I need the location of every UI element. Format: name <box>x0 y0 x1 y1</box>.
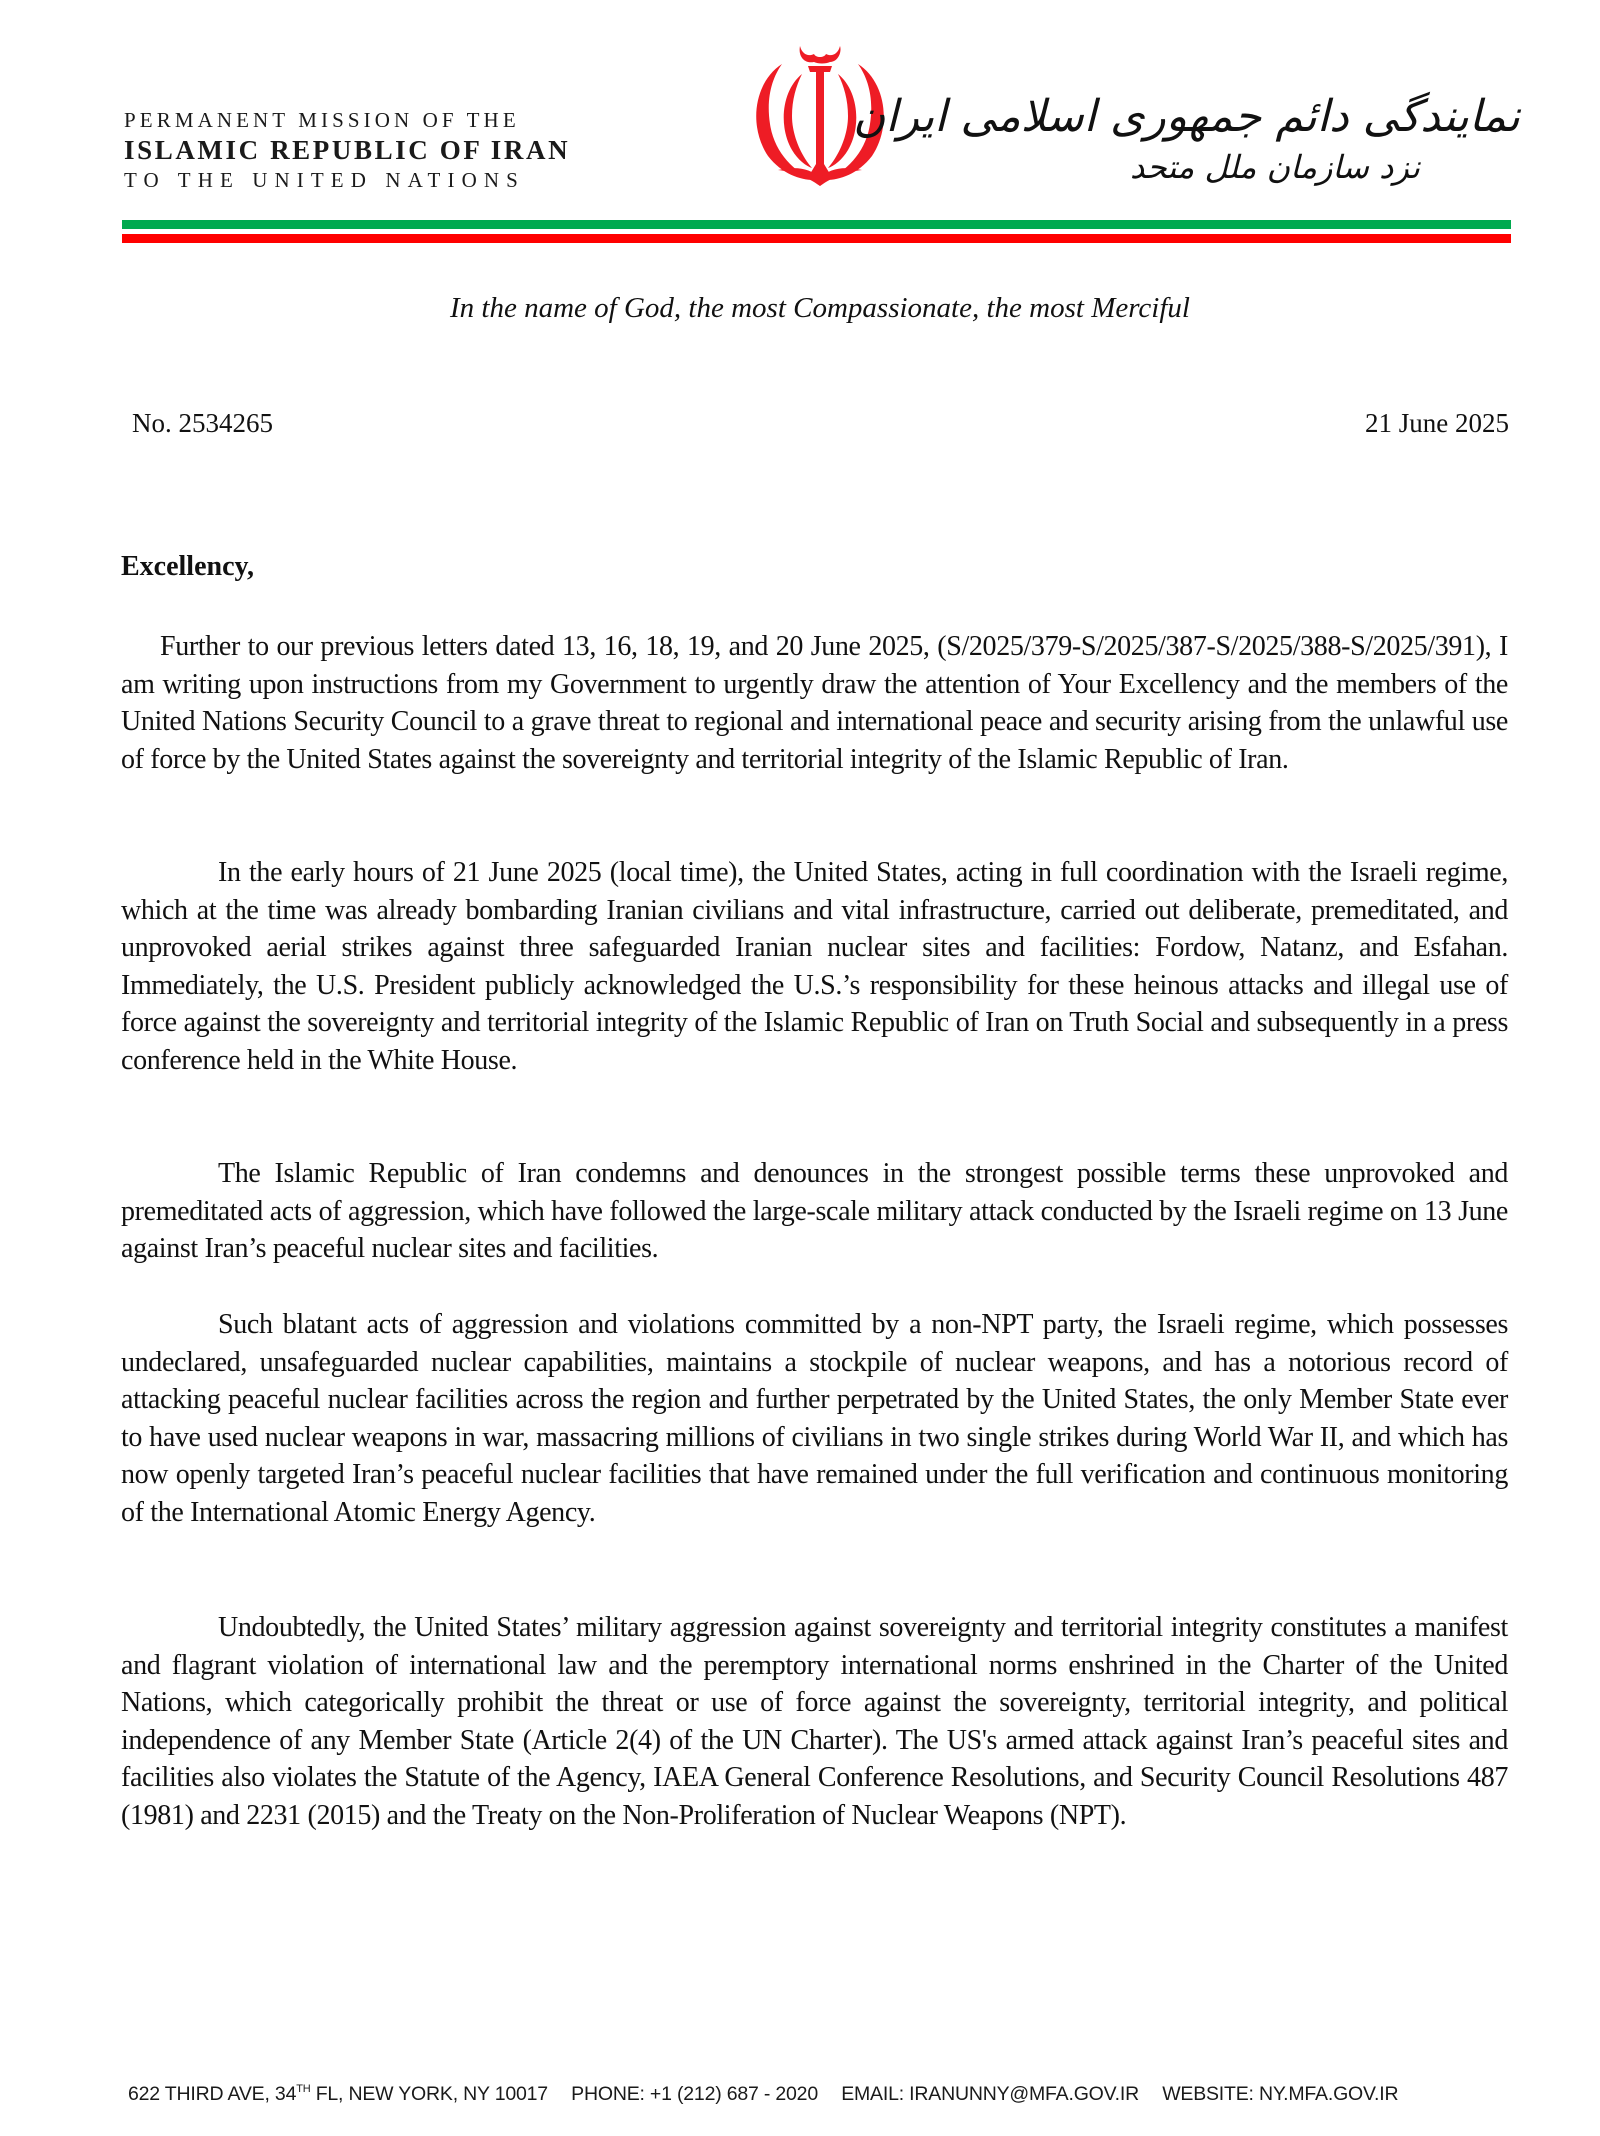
letter-date: 21 June 2025 <box>1365 408 1509 438</box>
reference-number: No. 2534265 <box>132 408 273 438</box>
footer-contact <box>128 2082 1518 2106</box>
body-paragraph-3: The Islamic Republic of Iran condemns and denounces in the strongest possible terms these unprovoked and premeditated acts of aggression, which have followed the large-scale military attack conducted by the Israeli regime on 13 June against Iran’s peaceful nuclear sites and facilities. <box>121 1158 1508 1265</box>
letterhead-persian <box>853 88 1520 188</box>
body-paragraph-5: Undoubtedly, the United States’ military aggression against sovereignty and territorial integrity constitutes a manifest and flagrant violation of international law and the peremptory international norms enshrined in the Charter of the United Nations, which categorically prohibit the threat or use of force against the sovereignty, territorial integrity, and political independence of any Member State (Article 2(4) of the UN Charter). The US's armed attack against Iran’s peaceful sites and facilities also violates the Statute of the Agency, IAEA General Conference Resolutions, and Security Council Resolutions 487 (1981) and 2231 (2015) and the Treaty on the Non-Proliferation of Nuclear Weapons (NPT). <box>121 1612 1508 1831</box>
letterhead-english <box>124 108 571 192</box>
footer-email[interactable]: EMAIL: IRANUNNY@MFA.GOV.IR <box>841 2083 1139 2105</box>
footer-address-ordinal: TH <box>296 2083 311 2095</box>
footer-website[interactable]: WEBSITE: NY.MFA.GOV.IR <box>1162 2083 1399 2105</box>
invocation: In the name of God, the most Compassionate, the most Merciful <box>450 292 1190 324</box>
body-paragraph-1: Further to our previous letters dated 13, 16, 18, 19, and 20 June 2025, (S/2025/379-S/2025/387-S/2025/388-S/2025/391), I am writing upon instructions from my Government to urgently draw the attention of Your Excellency and the members of the United Nations Security Council to a grave threat to regional and international peace and security arising from the unlawful use of force by the United States against the sovereignty and territorial integrity of the Islamic Republic of Iran. <box>121 631 1508 775</box>
letterhead-red-rule <box>122 234 1511 243</box>
letterhead-persian-line2: نزد سازمان ملل متحد <box>1130 148 1420 186</box>
body-paragraph-2: In the early hours of 21 June 2025 (local time), the United States, acting in full coordination with the Israeli regime, which at the time was already bombarding Iranian civilians and vital infrastructure, carried out deliberate, premeditated, and unprovoked aerial strikes against three safeguarded Iranian nuclear sites and facilities: Fordow, Natanz, and Esfahan. Immediately, the U.S. President publicly acknowledged the U.S.’s responsibility for these heinous attacks and illegal use of force against the sovereignty and territorial integrity of the Islamic Republic of Iran on Truth Social and subsequently in a press conference held in the White House. <box>121 857 1508 1076</box>
letterhead-line-islamic-republic: ISLAMIC REPUBLIC OF IRAN <box>124 135 571 165</box>
letterhead-line-permanent-mission: PERMANENT MISSION OF THE <box>124 108 520 132</box>
footer-address <box>128 2083 548 2105</box>
letterhead-persian-line1: نمایندگی دائم جمهوری اسلامی ایران <box>853 91 1520 142</box>
body-paragraph-4: Such blatant acts of aggression and violations committed by a non-NPT party, the Israeli regime, which possesses undeclared, unsafeguarded nuclear capabilities, maintains a stockpile of nuclear weapons, and has a notorious record of attacking peaceful nuclear facilities across the region and further perpetrated by the United States, the only Member State ever to have used nuclear weapons in war, massacring millions of civilians in two single strikes during World War II, and which has now openly targeted Iran’s peaceful nuclear facilities that have remained under the full verification and continuous monitoring of the International Atomic Energy Agency. <box>121 1309 1508 1528</box>
footer-address-street: 622 THIRD AVE, 34 <box>128 2083 297 2105</box>
letterhead-line-united-nations: TO THE UNITED NATIONS <box>124 168 525 192</box>
footer-address-city: FL, NEW YORK, NY 10017 <box>310 2083 548 2105</box>
letterhead-green-rule <box>122 220 1511 229</box>
footer-phone: PHONE: +1 (212) 687 - 2020 <box>571 2083 818 2105</box>
salutation: Excellency, <box>121 551 254 582</box>
